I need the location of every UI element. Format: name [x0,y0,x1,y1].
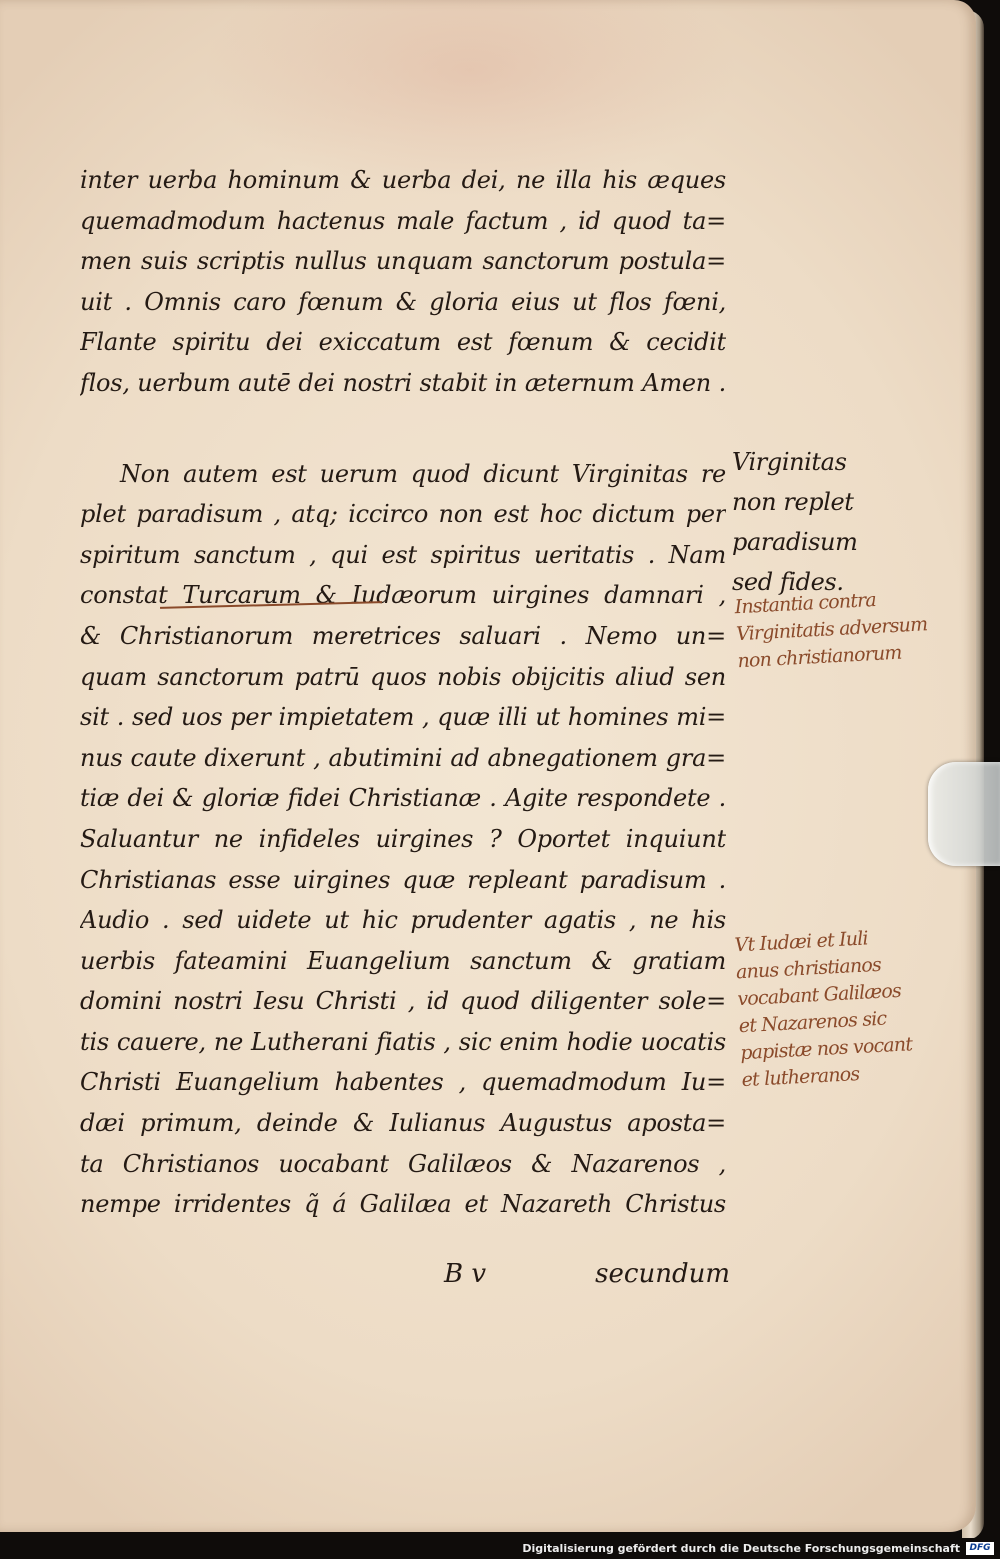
text-line: inter uerba hominum & uerba dei, ne illa his æques [80,166,726,194]
text-line: ta Christianos uocabant Galilæos & Nazarenos , [80,1149,726,1178]
text-line: Audio . sed uidete ut hic prudenter agatis , ne his [80,906,726,935]
text-line: constat Turcarum & Iudæorum uirgines damnari , [80,581,726,610]
annotation-line: et Nazarenos sic [738,1007,887,1038]
text-line: tis cauere, ne Lutherani fiatis , sic enim hodie uocatis [80,1027,726,1056]
annotation-line: Virginitatis adversum [735,613,928,646]
text-line: Saluantur ne infideles uirgines ? Oportet inquiunt [80,824,726,853]
handwritten-annotation-1 [734,582,978,675]
annotation-line: Instantia contra [734,588,877,619]
text-line: Flante spiritu dei exiccatum est fœnum & cecidit [80,328,726,357]
text-line: dæi primum, deinde & Iulianus Augustus aposta= [80,1109,726,1138]
dfg-logo: DFG [966,1542,994,1555]
sidenote-line: paradisum [732,528,858,556]
sidenote-line: non replet [732,488,854,516]
annotation-line: vocabant Galilæos [736,979,902,1011]
page-footer-marks [84,1255,730,1301]
printed-sidenote [732,442,882,602]
text-line: quam sanctorum patrū quos nobis obijcitis aliud sen [80,662,726,691]
text-line: uerbis fateamini Euangelium sanctum & gratiam [80,946,726,975]
catchword: secundum [595,1259,730,1289]
paragraph-1 [80,160,726,404]
annotation-line: non christianorum [736,641,903,673]
annotation-line: et lutheranos [741,1063,860,1092]
text-line: Non autem est uerum quod dicunt Virginitas re [120,459,726,488]
main-text-block [80,160,726,1225]
sidenote-line: Virginitas [732,448,847,476]
annotation-line: anus christianos [735,953,882,984]
handwritten-annotation-2 [734,920,982,1094]
annotation-line: papistæ nos vocant [739,1033,913,1065]
text-line: flos, uerbum autē dei nostri stabit in æternum Amen . [80,368,726,397]
text-line: sit . sed uos per impietatem , quæ illi ut homines mi= [80,703,726,732]
text-line: quemadmodum hactenus male factum , id quod ta= [80,206,726,235]
text-line: uit . Omnis caro fœnum & gloria eius ut flos fœni, [80,287,726,316]
signature-mark: B v [444,1259,487,1289]
text-line: plet paradisum , atq; iccirco non est hoc dictum per [80,500,726,529]
text-line: spiritum sanctum , qui est spiritus ueritatis . Nam [80,540,726,569]
text-line: domini nostri Iesu Christi , id quod diligenter sole= [80,987,726,1016]
sidenote-line: sed fides. [732,568,844,596]
annotation-line: Vt Iudæi et Iuli [734,927,869,957]
funding-credit: Digitalisierung gefördert durch die Deutsche Forschungsgemeinschaft [522,1542,960,1555]
text-line: & Christianorum meretrices saluari . Nemo un= [80,621,726,650]
digitization-footer [0,1538,1000,1559]
text-line: men suis scriptis nullus unquam sanctorum postula= [80,247,726,276]
text-line: nempe irridentes q̃ á Galilæa et Nazareth Christus [80,1190,726,1219]
text-line: tiæ dei & gloriæ fidei Christianæ . Agite respondete . [80,784,726,813]
page-clip [928,762,1000,866]
text-line: Christi Euangelium habentes , quemadmodum Iu= [80,1068,726,1097]
text-line: nus caute dixerunt , abutimini ad abnegationem gra= [80,743,726,772]
text-line: Christianas esse uirgines quæ repleant paradisum . [80,865,726,894]
paragraph-2 [80,454,726,1225]
